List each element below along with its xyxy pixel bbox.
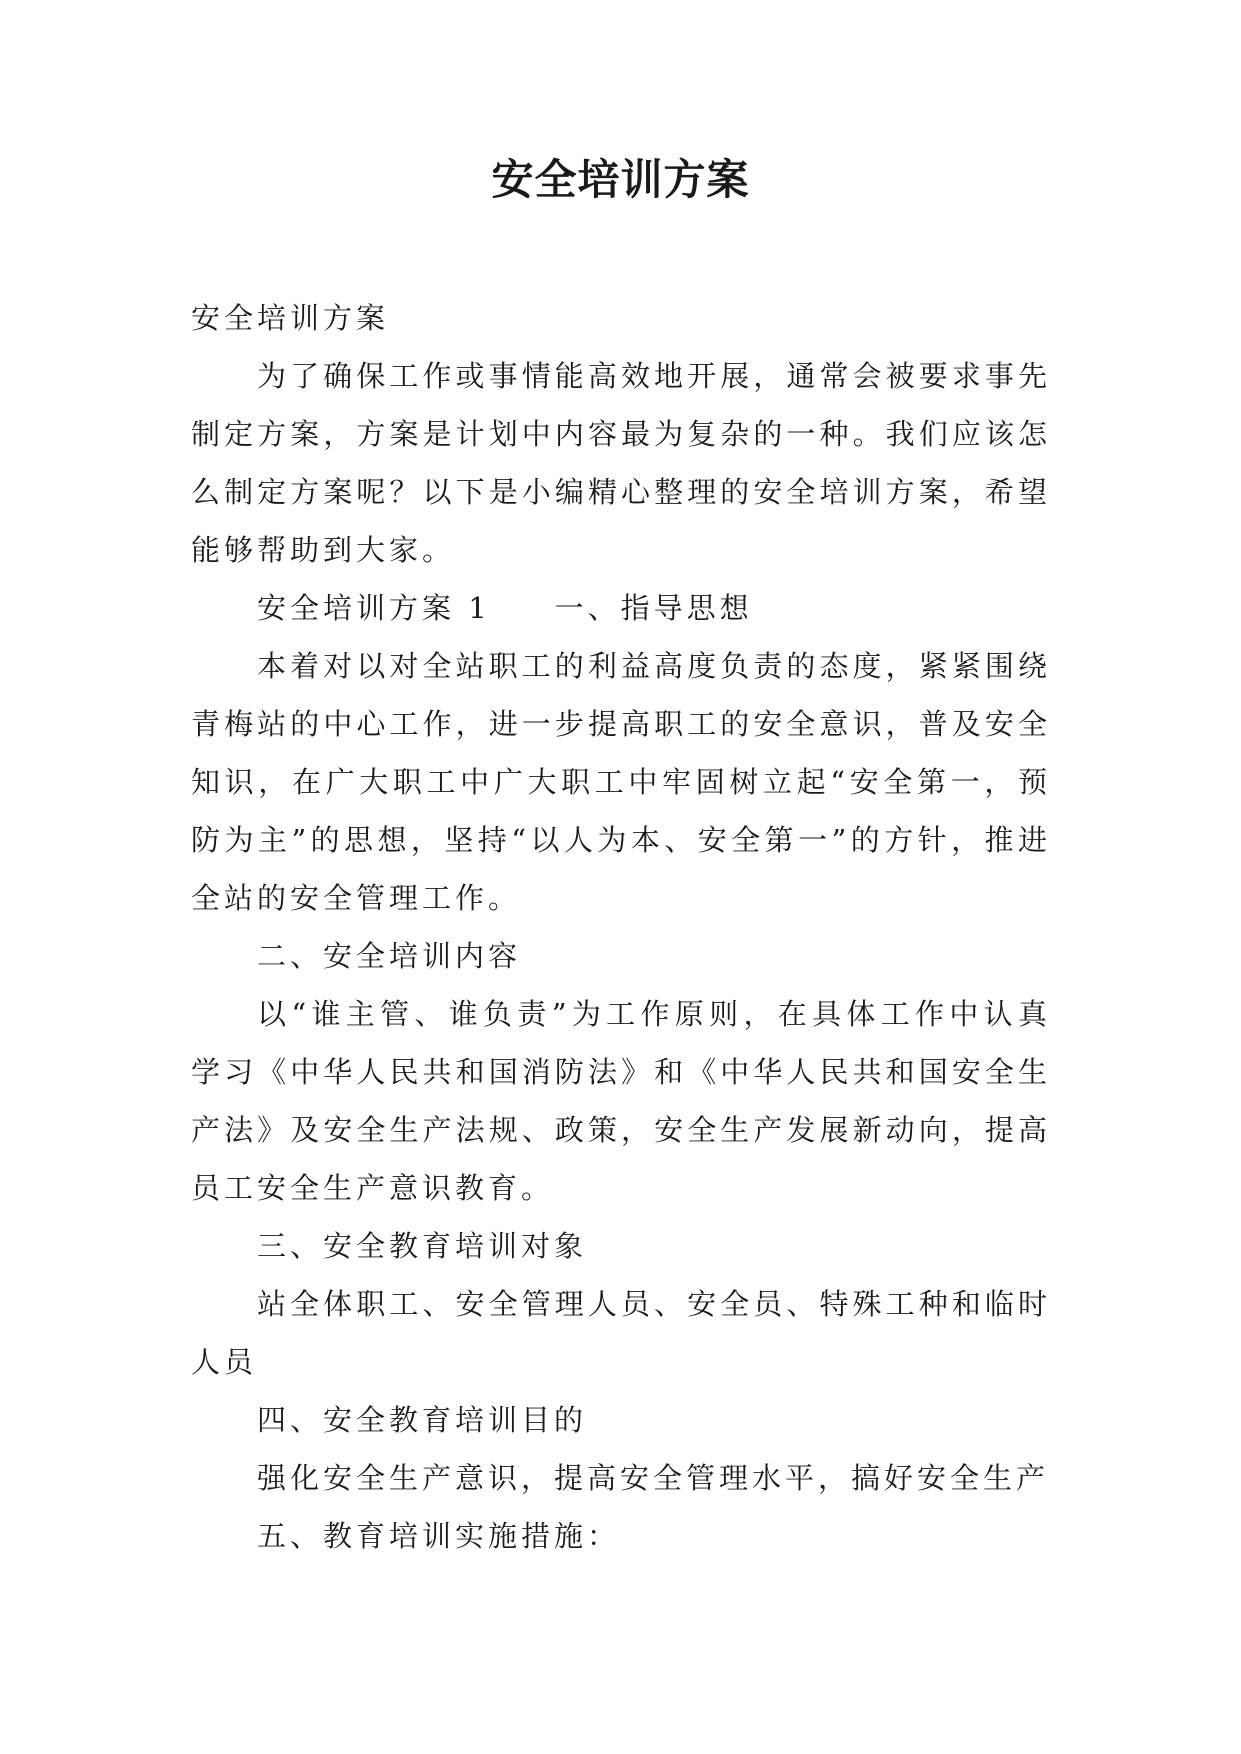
paragraph-plan-heading [191, 579, 1051, 637]
section-heading-implementation: 五、教育培训实施措施： [257, 1519, 621, 1553]
paragraph-training-content: 以“谁主管、谁负责”为工作原则，在具体工作中认真学习《中华人民共和国消防法》和《中华人民共和国安全生产法》及安全生产法规、政策，安全生产发展新动向，提高员工安全生产意识教育。 [191, 997, 1051, 1205]
section-heading-training-purpose: 四、安全教育培训目的 [257, 1403, 588, 1437]
plan-number-label: 安全培训方案 1 [257, 591, 491, 625]
section-heading-training-target: 三、安全教育培训对象 [257, 1229, 588, 1263]
section-heading-guiding-thought: 一、指导思想 [554, 591, 753, 625]
paragraph-intro: 为了确保工作或事情能高效地开展，通常会被要求事先制定方案，方案是计划中内容最为复杂的一种。我们应该怎么制定方案呢？以下是小编精心整理的安全培训方案，希望能够帮助到大家。 [191, 359, 1051, 567]
document-title: 安全培训方案 [491, 155, 750, 204]
section-heading-training-content: 二、安全培训内容 [257, 939, 522, 973]
paragraph-training-target: 站全体职工、安全管理人员、安全员、特殊工种和临时人员 [191, 1287, 1051, 1379]
paragraph-training-purpose: 强化安全生产意识，提高安全管理水平，搞好安全生产 [257, 1461, 1050, 1495]
paragraph-guiding-thought: 本着对以对全站职工的利益高度负责的态度，紧紧围绕青梅站的中心工作，进一步提高职工的安全意识，普及安全知识，在广大职工中广大职工中牢固树立起“安全第一，预防为主”的思想，坚持“以人为本、安全第一”的方针，推进全站的安全管理工作。 [191, 649, 1051, 915]
paragraph-subtitle: 安全培训方案 [191, 301, 390, 335]
document-body [191, 289, 1051, 1565]
